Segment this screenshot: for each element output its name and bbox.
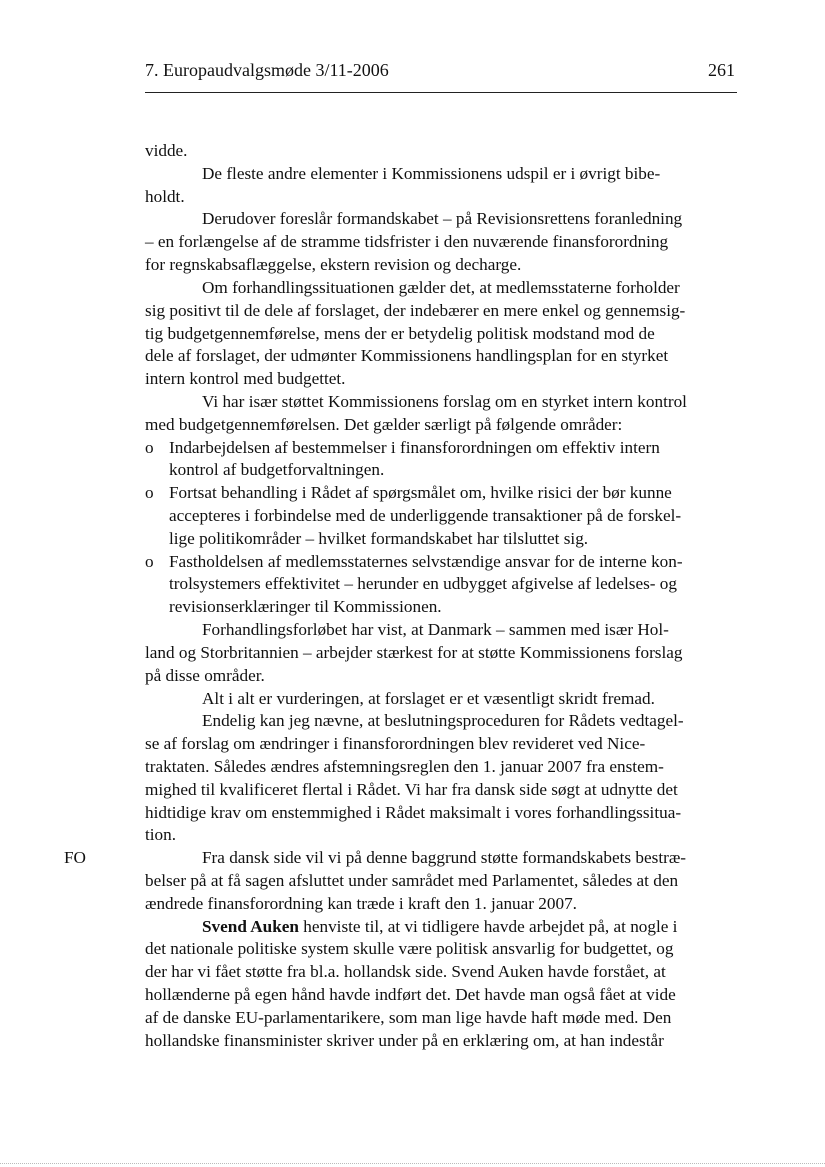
line-text: kontrol af budgetforvaltningen. — [169, 460, 385, 480]
line-text: De fleste andre elementer i Kommissionens udspil er i øvrigt bibe- — [202, 163, 661, 183]
line-text: sig positivt til de dele af forslaget, der indebærer en mere enkel og gennemsig- — [145, 300, 686, 320]
text-line — [145, 756, 737, 779]
text-line — [145, 505, 737, 528]
line-text: lige politikområder – hvilket formandskabet har tilsluttet sig. — [169, 528, 589, 548]
scan-edge — [0, 1163, 825, 1164]
text-line — [145, 642, 737, 665]
line-text: tion. — [145, 825, 177, 845]
text-line — [145, 140, 737, 163]
header-title: 7. Europaudvalgsmøde 3/11-2006 — [145, 60, 389, 80]
line-text: Fastholdelsen af medlemsstaternes selvstændige ansvar for de interne kon- — [169, 551, 683, 571]
line-text: Fortsat behandling i Rådet af spørgsmålet om, hvilke risici der bør kunne — [169, 483, 672, 503]
line-text: Indarbejdelsen af bestemmelser i finansforordningen om effektiv intern — [169, 437, 660, 457]
line-text: af de danske EU-parlamentarikere, som man lige havde haft møde med. Den — [145, 1007, 672, 1027]
text-line — [145, 368, 737, 391]
line-text: henviste til, at vi tidligere havde arbejdet på, at nogle i — [298, 916, 678, 936]
line-text: hidtidige krav om enstemmighed i Rådet maksimalt i vores forhandlingssitua- — [145, 802, 682, 822]
line-text: mighed til kvalificeret flertal i Rådet. Vi har fra dansk side søgt at udnytte det — [145, 779, 678, 799]
line-text: hollandske finansminister skriver under på en erklæring om, at han indestår — [145, 1030, 664, 1050]
line-text: Derudover foreslår formandskabet – på Revisionsrettens foranledning — [202, 209, 683, 229]
text-line — [145, 893, 737, 916]
text-line — [145, 163, 737, 186]
line-text: tig budgetgennemførelse, mens der er betydelig politisk modstand mod de — [145, 323, 655, 343]
text-line — [145, 551, 737, 574]
line-text: Endelig kan jeg nævne, at beslutningsproceduren for Rådets vedtagel- — [202, 711, 684, 731]
line-text: holdt. — [145, 186, 185, 206]
bullet-icon: o — [145, 551, 154, 571]
running-header — [145, 60, 737, 90]
line-text: traktaten. Således ændres afstemningsreglen den 1. januar 2007 fra enstem- — [145, 756, 664, 776]
text-line — [145, 482, 737, 505]
text-line — [145, 938, 737, 961]
line-text: der har vi fået støtte fra bl.a. hollandsk side. Svend Auken havde forstået, at — [145, 962, 666, 982]
text-line — [145, 345, 737, 368]
line-text: Om forhandlingssituationen gælder det, at medlemsstaterne forholder — [202, 277, 680, 297]
line-text: ændrede finansforordning kan træde i kraft den 1. januar 2007. — [145, 893, 577, 913]
text-line — [145, 984, 737, 1007]
text-line — [145, 1007, 737, 1030]
line-text: revisionserklæringer til Kommissionen. — [169, 597, 442, 617]
text-line — [145, 802, 737, 825]
text-line — [145, 414, 737, 437]
line-text: vidde. — [145, 141, 188, 160]
page-number: 261 — [708, 60, 735, 80]
speaker-name: Svend Auken — [202, 916, 299, 936]
text-line — [145, 847, 737, 870]
text-line — [145, 870, 737, 893]
text-line — [145, 961, 737, 984]
line-text: se af forslag om ændringer i finansforordningen blev revideret ved Nice- — [145, 734, 646, 754]
text-line — [145, 437, 737, 460]
bullet-icon: o — [145, 483, 154, 503]
header-rule — [145, 92, 737, 93]
text-line — [145, 528, 737, 551]
line-text: Alt i alt er vurderingen, at forslaget er et væsentligt skridt fremad. — [202, 688, 655, 708]
text-line — [145, 688, 737, 711]
line-text: Forhandlingsforløbet har vist, at Danmark – sammen med især Hol- — [202, 620, 669, 640]
text-line — [145, 779, 737, 802]
text-line — [145, 573, 737, 596]
text-line — [145, 277, 737, 300]
text-line — [145, 1030, 737, 1053]
text-line — [145, 300, 737, 323]
text-line — [145, 916, 737, 939]
body-text — [145, 140, 737, 1053]
line-text: land og Storbritannien – arbejder stærkest for at støtte Kommissionens forslag — [145, 642, 683, 662]
line-text: dele af forslaget, der udmønter Kommissionens handlingsplan for en styrket — [145, 346, 669, 366]
line-text: Fra dansk side vil vi på denne baggrund støtte formandskabets bestræ- — [202, 848, 687, 868]
line-text: det nationale politiske system skulle være politisk ansvarlig for budgettet, og — [145, 939, 674, 959]
line-text: – en forlængelse af de stramme tidsfrister i den nuværende finansforordning — [145, 232, 669, 252]
text-line — [145, 186, 737, 209]
line-text: accepteres i forbindelse med de underliggende transaktioner på de forskel- — [169, 506, 682, 525]
text-line — [145, 391, 737, 414]
text-line — [145, 208, 737, 231]
line-text: hollænderne på egen hånd havde indført det. Det havde man også fået at vide — [145, 985, 676, 1005]
line-text: intern kontrol med budgettet. — [145, 369, 346, 389]
bullet-icon: o — [145, 437, 154, 457]
text-line — [145, 596, 737, 619]
text-line — [145, 254, 737, 277]
line-text: på disse områder. — [145, 665, 265, 685]
text-line — [145, 323, 737, 346]
line-text: trolsystemers effektivitet – herunder en udbygget afgivelse af ledelses- og — [169, 574, 677, 594]
text-line — [145, 733, 737, 756]
line-text: for regnskabsaflæggelse, ekstern revision og decharge. — [145, 255, 522, 275]
text-line — [145, 710, 737, 733]
text-line — [145, 665, 737, 688]
text-line — [145, 824, 737, 847]
text-line — [145, 231, 737, 254]
text-line — [145, 619, 737, 642]
text-line — [145, 459, 737, 482]
line-text: belser på at få sagen afsluttet under samrådet med Parlamentet, således at den — [145, 871, 679, 890]
margin-note: FO — [64, 848, 86, 867]
line-text: med budgetgennemførelsen. Det gælder særligt på følgende områder: — [145, 414, 623, 434]
line-text: Vi har især støttet Kommissionens forslag om en styrket intern kontrol — [202, 391, 687, 411]
